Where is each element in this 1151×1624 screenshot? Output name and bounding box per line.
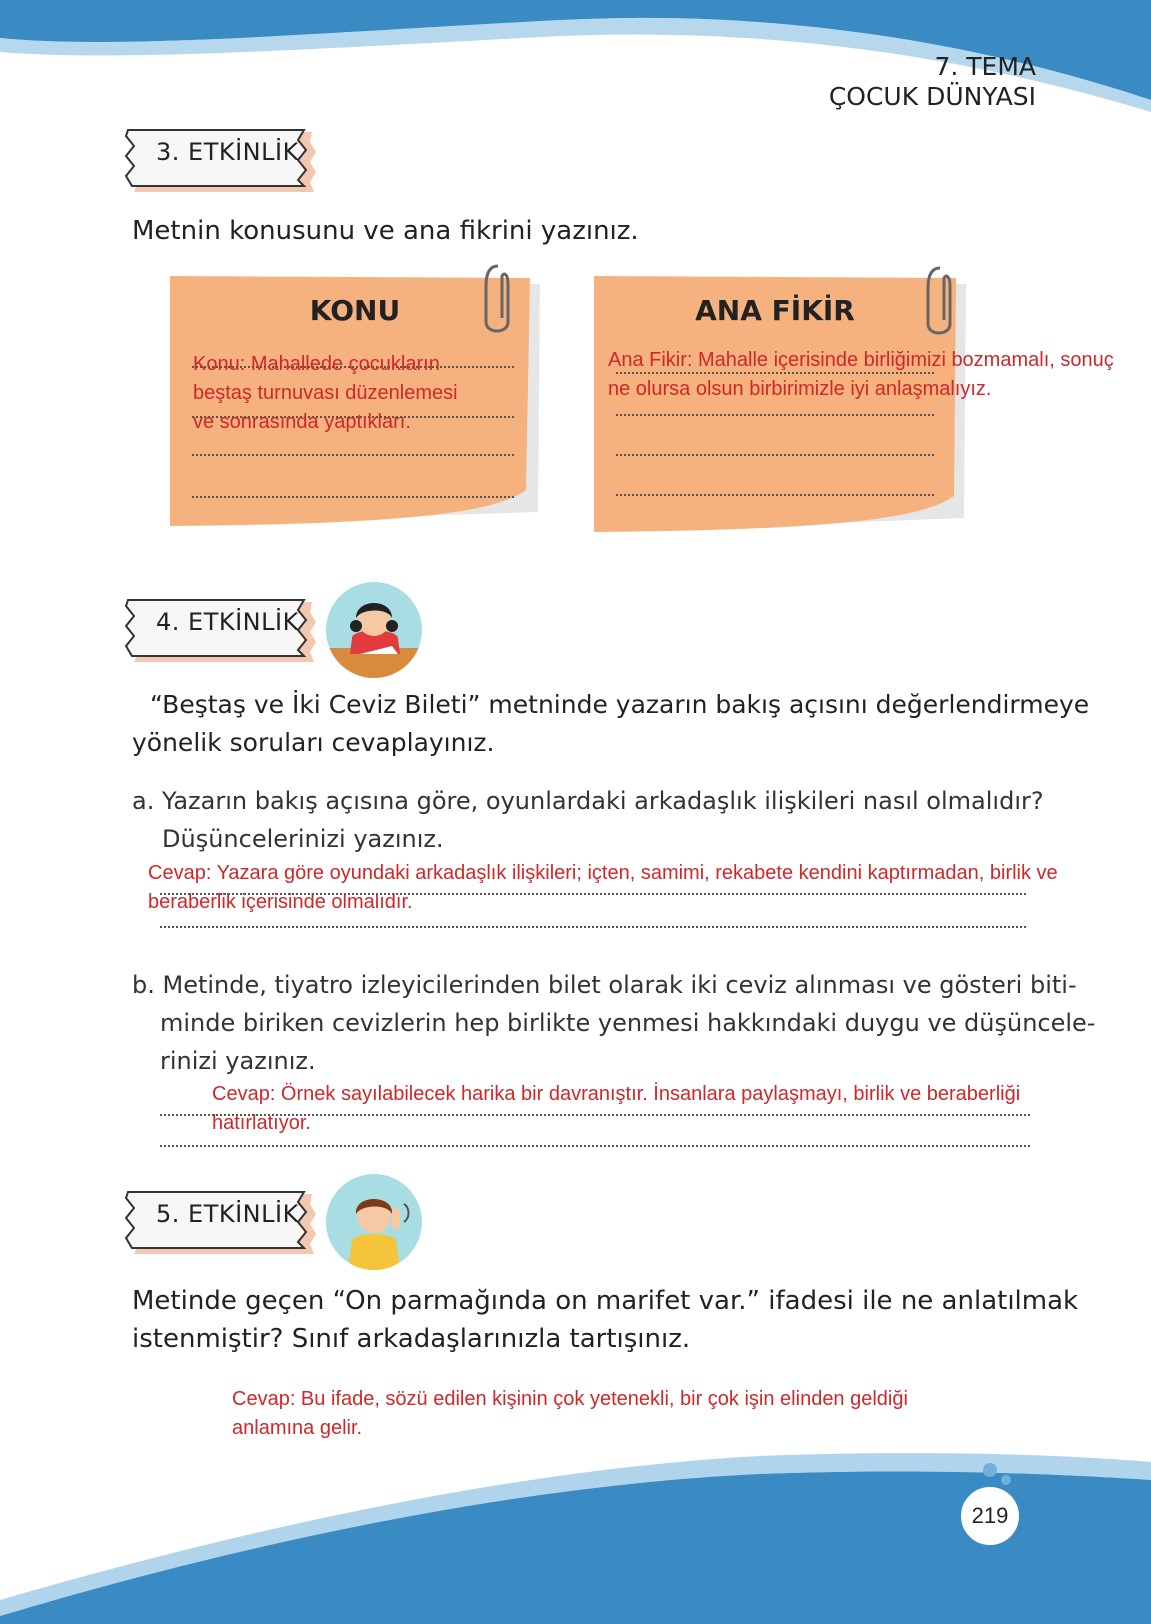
answer-a-dotline-2	[160, 926, 1026, 928]
answer-b-dotline-2	[160, 1145, 1030, 1147]
theme-header	[829, 52, 1036, 112]
activity5-answer: Cevap: Bu ifade, sözü edilen kişinin çok yetenekli, bir çok işin elinden geldiği anlamına gelir.	[232, 1388, 908, 1439]
activity4-prompt-line2: yönelik soruları cevaplayınız.	[132, 728, 495, 757]
question-a-line2: Düşüncelerinizi yazınız.	[162, 825, 444, 853]
activity5-badge	[122, 1186, 317, 1248]
anafikir-dotline-4	[616, 494, 934, 496]
answer-b: Cevap: Örnek sayılabilecek harika bir davranıştır. İnsanlara paylaşmayı, birlik ve beraberliği hatırlatıyor.	[212, 1083, 1021, 1134]
konu-title: KONU	[309, 294, 401, 327]
activity4-badge-label: 4. ETKİNLİK	[156, 608, 299, 636]
theme-number: 7. TEMA	[934, 52, 1036, 81]
anafikir-answer: Ana Fikir: Mahalle içerisinde birliğimizi bozmamalı, sonuç ne olursa olsun birbirimizle iyi anlaşmalıyız.	[608, 349, 1114, 400]
boy-thinking-avatar	[326, 1174, 422, 1270]
page-number-circle	[958, 1484, 1022, 1548]
question-b-line2: minde biriken cevizlerin hep birlikte yenmesi hakkındaki duygu ve düşüncele-	[160, 1009, 1096, 1037]
anafikir-title: ANA FİKİR	[695, 294, 855, 327]
konu-dotline-4	[192, 496, 514, 498]
activity4-prompt-line1: “Beştaş ve İki Ceviz Bileti” metninde yazarın bakış açısını değerlendirmeye	[150, 690, 1090, 719]
activity5-prompt-line2: istenmiştir? Sınıf arkadaşlarınızla tartışınız.	[132, 1324, 691, 1354]
activity3-badge-label: 3. ETKİNLİK	[156, 138, 299, 166]
page-number: 219	[971, 1503, 1009, 1528]
theme-name: ÇOCUK DÜNYASI	[828, 82, 1036, 111]
anafikir-dotline-3	[616, 454, 934, 456]
konu-answer: Konu: Mahallede çocukların beştaş turnuvası düzenlemesi ve sonrasında yaptıkları.	[193, 353, 458, 433]
question-a-line1: a. Yazarın bakış açısına göre, oyunlardaki arkadaşlık ilişkileri nasıl olmalıdır?	[132, 787, 1044, 815]
question-b-line1: b. Metinde, tiyatro izleyicilerinden bilet olarak iki ceviz alınması ve gösteri biti-	[132, 971, 1077, 999]
girl-writing-avatar	[326, 582, 422, 678]
activity3-prompt: Metnin konusunu ve ana fikrini yazınız.	[132, 216, 639, 246]
konu-dotline-3	[192, 454, 514, 456]
activity4-badge	[122, 594, 317, 656]
anafikir-dotline-2	[616, 414, 934, 416]
activity3-badge	[122, 124, 317, 186]
activity5-prompt-line1: Metinde geçen “On parmağında on marifet var.” ifadesi ile ne anlatılmak	[132, 1286, 1079, 1316]
answer-a: Cevap: Yazara göre oyundaki arkadaşlık ilişkileri; içten, samimi, rekabete kendini kaptırmadan, birlik ve beraberlik içerisinde olmalıdır.	[148, 862, 1058, 913]
question-b-line3: rinizi yazınız.	[160, 1047, 316, 1075]
activity5-badge-label: 5. ETKİNLİK	[156, 1200, 299, 1228]
